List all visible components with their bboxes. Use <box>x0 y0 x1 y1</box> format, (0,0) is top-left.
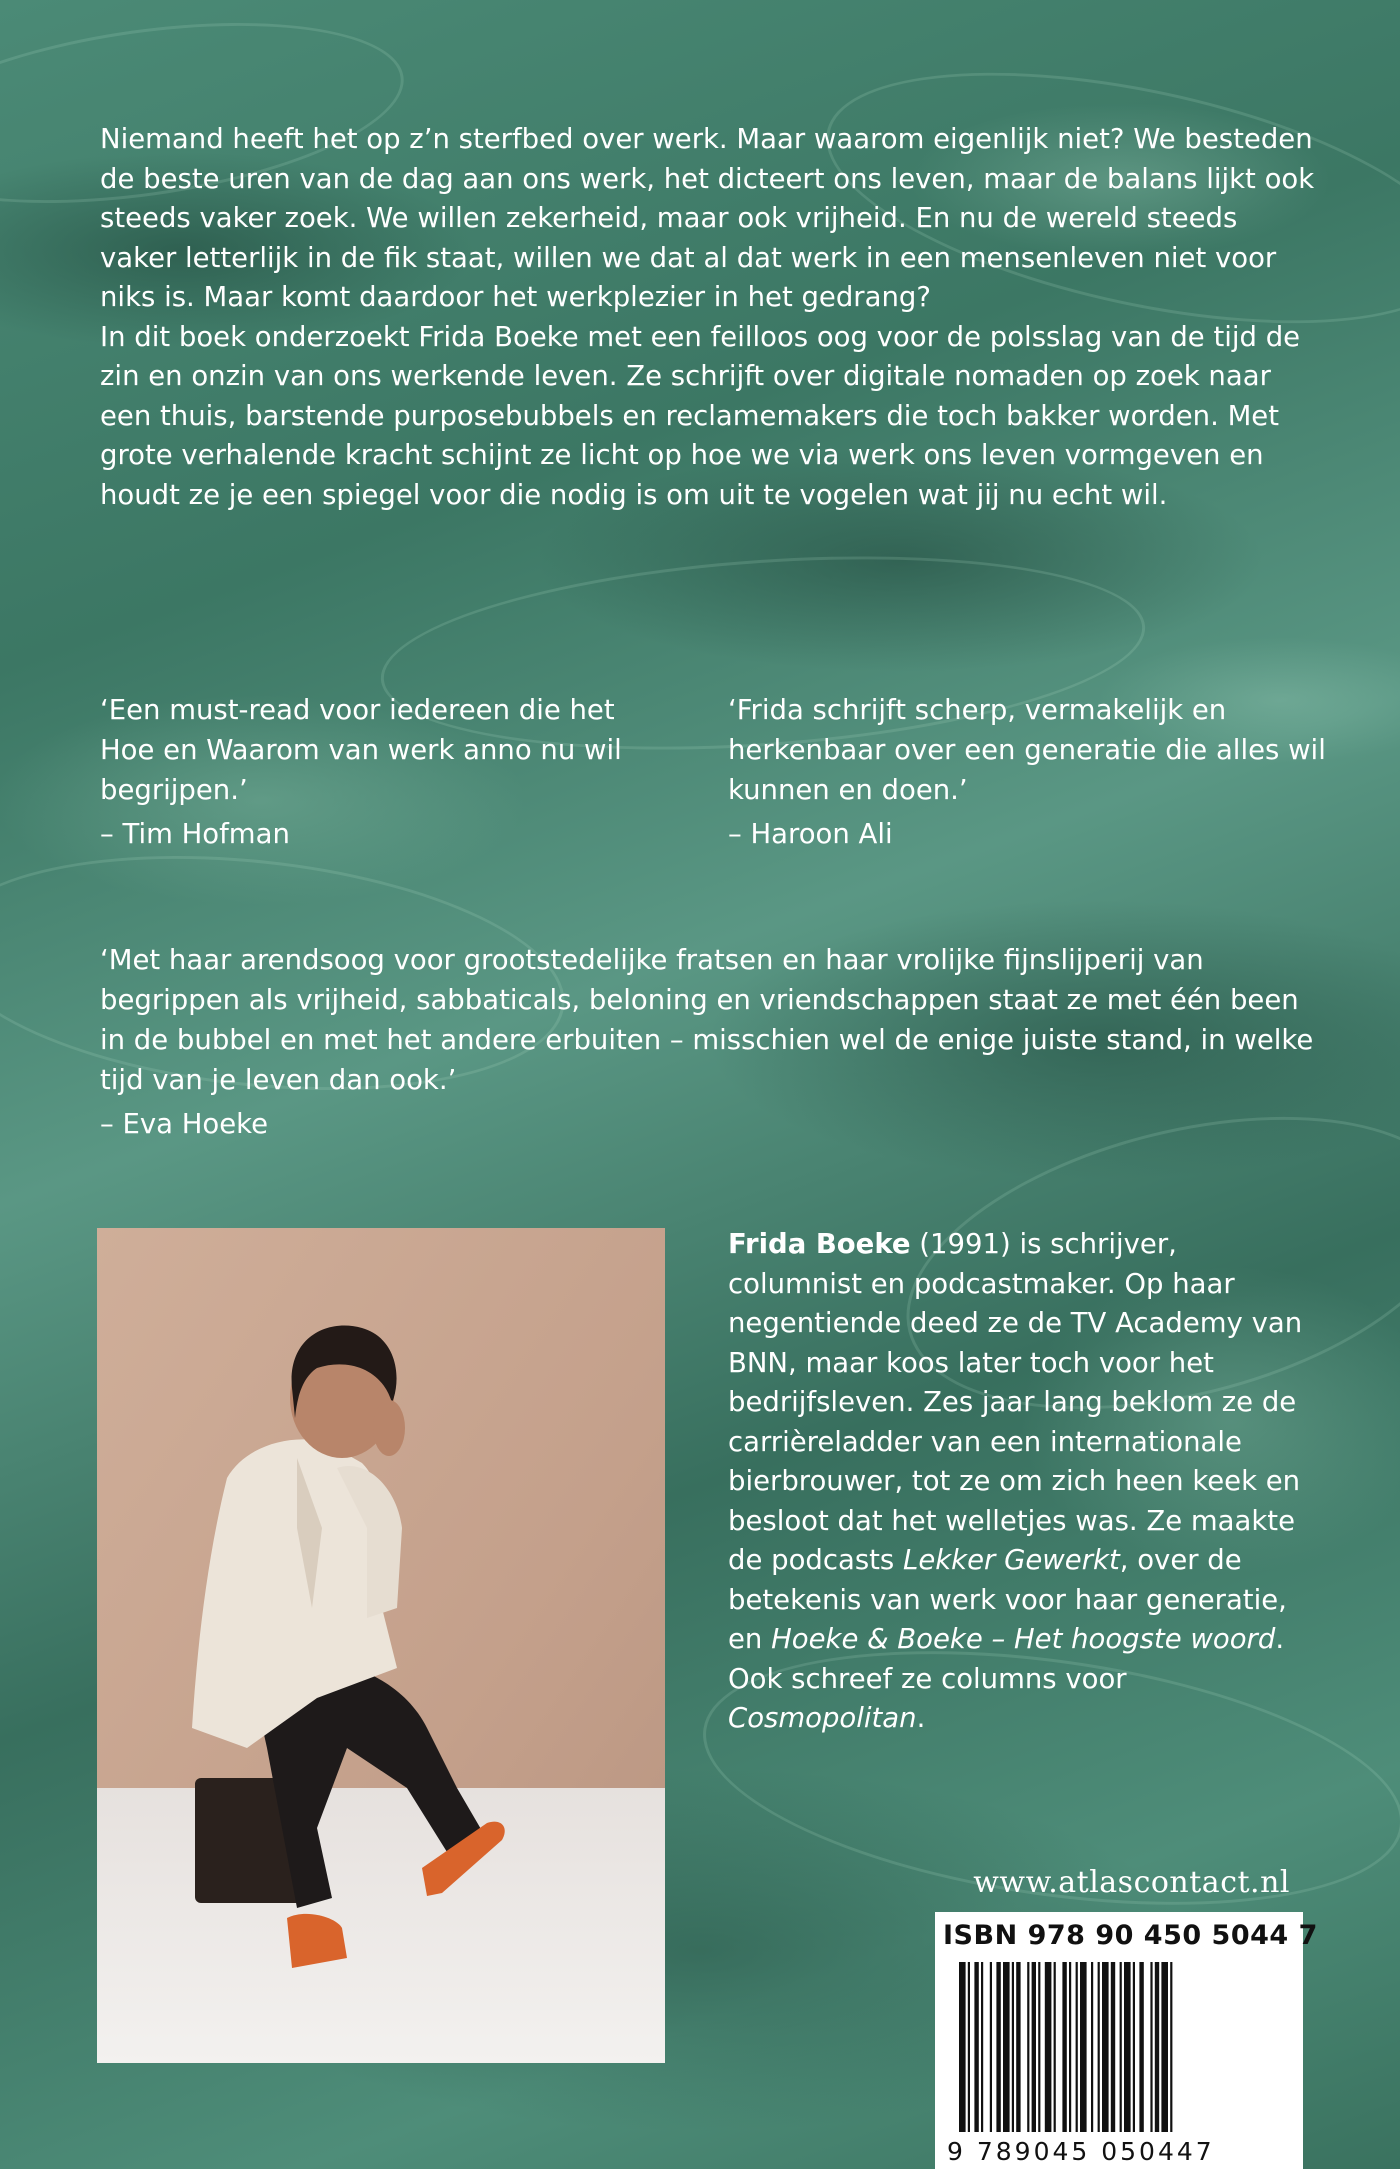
blurb-paragraph: Niemand heeft het op z’n sterfbed over werk. Maar waarom eigenlijk niet? We besteden de beste uren van de dag aan ons werk, het dicteert ons leven, maar de balans lijkt ook steeds vaker zoek. We willen zekerheid, maar ook vrijheid. En nu de wereld steeds vaker letterlijk in de fik staat, willen we dat al dat werk in een mensenleven niet voor niks is. Maar komt daardoor het werkplezier in het gedrang? <box>100 123 1315 313</box>
podcast-title: Hoeke & Boeke – Het hoogste woord <box>771 1623 1276 1655</box>
barcode-bar <box>1155 1962 1159 2132</box>
barcode-bar <box>1102 1962 1109 2132</box>
barcode-bar <box>1027 1962 1029 2132</box>
quote-text: ‘Een must-read voor iedereen die het Hoe en Waarom van werk anno nu wil begrijpen.’ <box>100 694 622 806</box>
barcode-bars <box>935 1962 1303 2134</box>
author-name: Frida Boeke <box>728 1228 911 1260</box>
barcode-bar <box>1076 1962 1078 2132</box>
quote-author: – Tim Hofman <box>100 818 290 850</box>
barcode-bar <box>1038 1962 1040 2132</box>
barcode-bar <box>1161 1962 1168 2132</box>
barcode-bar <box>968 1962 970 2132</box>
book-blurb <box>100 120 1320 515</box>
author-bio-text: . Ook schreef ze columns voor <box>728 1623 1285 1695</box>
barcode-bar <box>1016 1962 1020 2132</box>
barcode-bar <box>1091 1962 1093 2132</box>
author-bio <box>728 1225 1308 1739</box>
barcode-bar <box>1012 1962 1014 2132</box>
author-portrait-illustration <box>97 1228 665 2063</box>
barcode-bar <box>1120 1962 1122 2132</box>
review-quote <box>100 690 670 854</box>
barcode-bar <box>1062 1962 1066 2132</box>
barcode-bar <box>1124 1962 1131 2132</box>
barcode-bar <box>959 1962 966 2132</box>
author-photo <box>97 1228 665 2063</box>
quote-author: – Eva Hoeke <box>100 1108 269 1140</box>
quote-text: ‘Met haar arendsoog voor grootstedelijke fratsen en haar vrolijke fijnslijperij van begrippen als vrijheid, sabbaticals, beloning en vriendschappen staat ze met één been in de bubbel en met het andere erbuiten – misschien wel de enige juiste stand, in welke tijd van je leven dan ook.’ <box>100 944 1314 1096</box>
barcode-bar <box>1069 1962 1071 2132</box>
author-bio-text: , over de betekenis van werk voor haar generatie, en <box>728 1544 1287 1655</box>
quote-author: – Haroon Ali <box>728 818 893 850</box>
author-bio-text: . <box>916 1702 926 1734</box>
barcode-bar <box>1111 1962 1115 2132</box>
barcode-bar <box>990 1962 992 2132</box>
barcode-bar <box>1045 1962 1052 2132</box>
barcode-bar <box>1032 1962 1036 2132</box>
isbn-barcode <box>935 1912 1318 2169</box>
barcode-bar <box>996 1962 1000 2132</box>
publisher-website: www.atlascontact.nl <box>973 1865 1290 1900</box>
isbn-label: ISBN 978 90 450 5044 7 <box>943 1920 1318 1951</box>
podcast-title: Lekker Gewerkt <box>903 1544 1120 1576</box>
barcode-bar <box>1133 1962 1135 2132</box>
author-bio-text: (1991) is schrijver, columnist en podcastmaker. Op haar negentiende deed ze de TV Academy van BNN, maar koos later toch voor het bedrijfsleven. Zes jaar lang beklom ze de carrièreladder van een internationale bierbrouwer, tot ze om zich heen keek en besloot dat het welletjes was. Ze maakte de podcasts <box>728 1228 1303 1576</box>
barcode-bar <box>1150 1962 1152 2132</box>
barcode-bar <box>981 1962 983 2132</box>
blurb-paragraph: In dit boek onderzoekt Frida Boeke met een feilloos oog voor de polsslag van de tijd de zin en onzin van ons werkende leven. Ze schrijft over digitale nomaden op zoek naar een thuis, barstende purposebubbels en reclamemakers die toch bakker worden. Met grote verhalende kracht schijnt ze licht op hoe we via werk ons leven vormgeven en houdt ze je een spiegel voor die nodig is om uit te vogelen wat jij nu echt wil. <box>100 320 1301 511</box>
barcode-bar <box>1054 1962 1056 2132</box>
quote-text: ‘Frida schrijft scherp, vermakelijk en herkenbaar over een generatie die alles wil kunnen en doen.’ <box>728 694 1326 806</box>
barcode-bar <box>1003 1962 1010 2132</box>
barcode-bar <box>974 1962 978 2132</box>
review-quote <box>728 690 1328 854</box>
barcode-bar <box>1098 1962 1100 2132</box>
review-quote <box>100 940 1330 1144</box>
barcode-bar <box>1139 1962 1143 2132</box>
barcode-bar <box>1170 1962 1172 2132</box>
barcode-digits: 9 789045 050447 <box>947 2137 1215 2166</box>
barcode-bar <box>1080 1962 1087 2132</box>
magazine-title: Cosmopolitan <box>728 1702 917 1734</box>
